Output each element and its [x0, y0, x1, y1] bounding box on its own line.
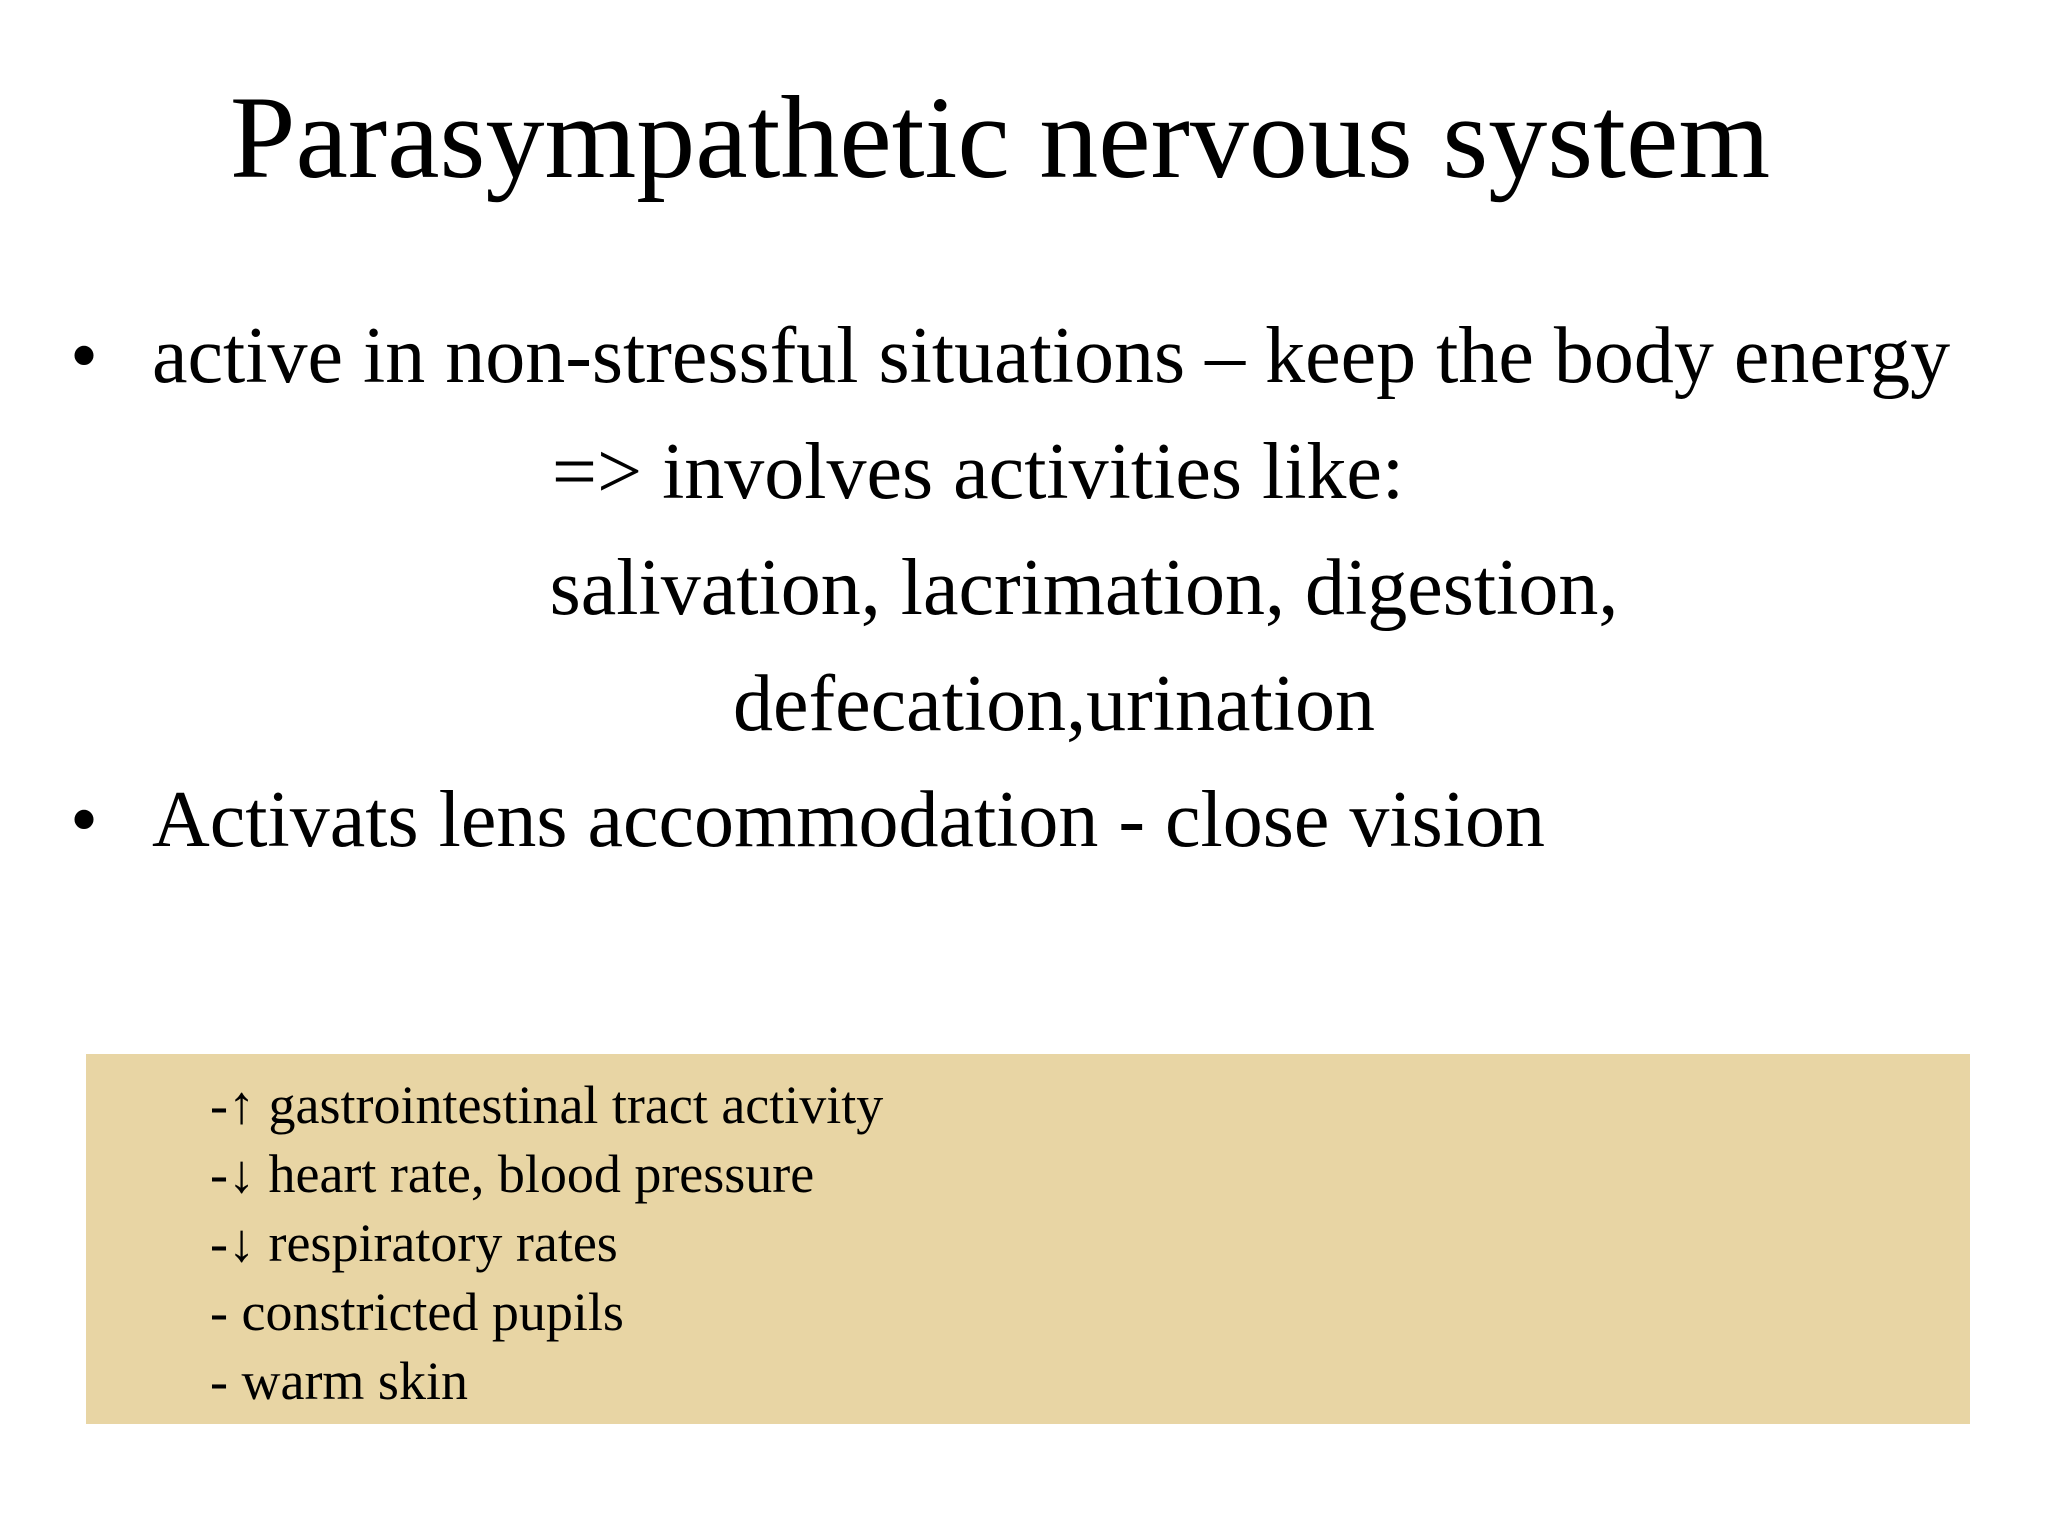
sub-line: defecation,urination: [733, 660, 1375, 748]
bullet-marker: •: [70, 776, 99, 864]
bullet-text: active in non-stressful situations – keep the body energy: [152, 312, 1951, 400]
sub-line: => involves activities like:: [551, 428, 1405, 516]
effect-item: -↓ heart rate, blood pressure: [210, 1144, 815, 1204]
effect-item: - constricted pupils: [210, 1282, 624, 1342]
effect-item: -↑ gastrointestinal tract activity: [210, 1075, 884, 1135]
effect-item: - warm skin: [210, 1351, 468, 1411]
sub-line: salivation, lacrimation, digestion,: [549, 544, 1619, 632]
slide-title: Parasympathetic nervous system: [229, 72, 1771, 203]
bullet-text: Activats lens accommodation - close vision: [152, 776, 1546, 864]
bullet-item: [70, 770, 1545, 870]
effect-item: -↓ respiratory rates: [210, 1213, 618, 1273]
bullet-item: [70, 306, 1950, 406]
effects-box: [86, 1054, 1970, 1424]
bullet-marker: •: [70, 312, 99, 400]
